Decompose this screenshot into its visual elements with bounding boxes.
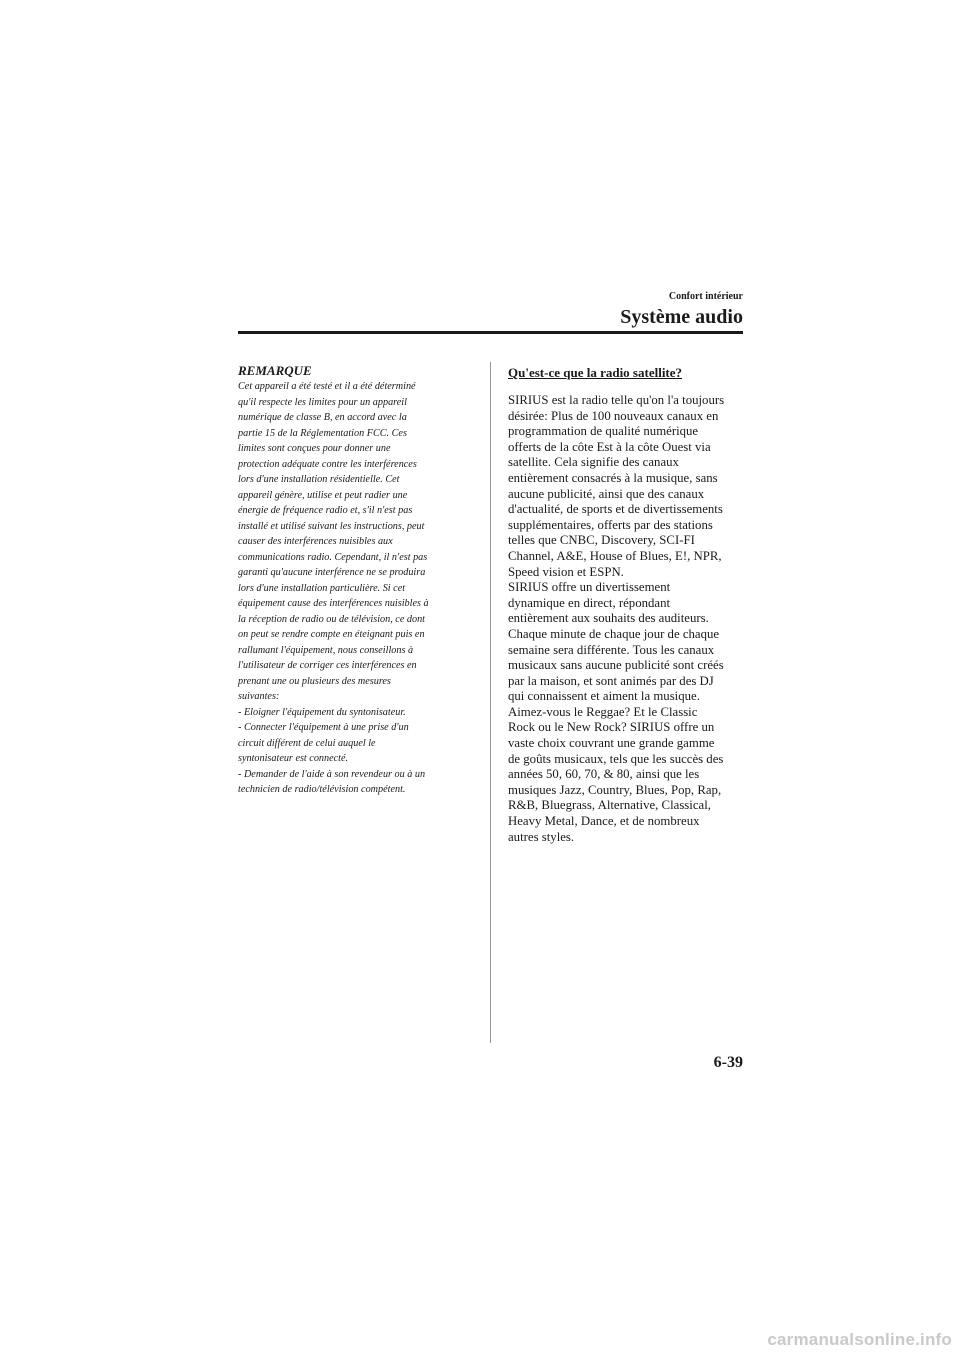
note-line: - Demander de l'aide à son revendeur ou à un [238, 768, 426, 780]
note-line: causer des interférences nuisibles aux [238, 536, 393, 547]
body-line: Speed vision et ESPN. [508, 564, 624, 579]
note-body [238, 379, 478, 798]
body-line: années 50, 60, 70, & 80, ainsi que les [508, 767, 700, 782]
note-line: limites sont conçues pour donner une [238, 443, 391, 454]
note-line: rallumant l'équipement, nous conseillons à [238, 644, 414, 656]
body-line: telles que CNBC, Discovery, SCI-FI [508, 533, 695, 548]
note-line: - Connecter l'équipement à une prise d'un [238, 722, 409, 733]
page-number: 6-39 [713, 1054, 743, 1071]
note-line: syntonisateur est connecté. [238, 753, 349, 764]
note-line: partie 15 de la Réglementation FCC. Ces [238, 427, 407, 439]
note-line: lors d'une installation particulière. Si cet [238, 582, 406, 594]
note-line: lors d'une installation résidentielle. Cet [238, 474, 400, 485]
body-line: musicaux sans aucune publicité sont créés [508, 658, 724, 673]
body-line: d'actualité, de sports et de divertissements [508, 502, 723, 517]
body-line: vaste choix couvrant une grande gamme [508, 736, 715, 751]
note-block [238, 363, 478, 798]
body-line: offerts de la côte Est à la côte Ouest via [508, 439, 711, 454]
note-line: qu'il respecte les limites pour un appareil [238, 396, 407, 408]
body-line: qui connaissent et aiment la musique. [508, 689, 700, 704]
note-line: protection adéquate contre les interférences [238, 458, 417, 470]
note-line: énergie de fréquence radio et, s'il n'est pas [238, 505, 413, 516]
note-line: Cet appareil a été testé et il a été déterminé [238, 381, 416, 392]
note-line: prenant une ou plusieurs des mesures [238, 675, 391, 687]
body-line: semaine sera différente. Tous les canaux [508, 642, 715, 657]
body-line: par la maison, et sont animés par des DJ [508, 673, 714, 688]
body-line: aucune publicité, ainsi que des canaux [508, 486, 705, 501]
body-line: programmation de qualité numérique [508, 424, 699, 439]
body-line: Chaque minute de chaque jour de chaque [508, 626, 720, 641]
section-label: Confort intérieur [668, 291, 743, 302]
body-line: Channel, A&E, House of Blues, E!, NPR, [508, 548, 722, 563]
note-line: circuit différent de celui auquel le [238, 737, 376, 749]
body-line: SIRIUS offre un divertissement [508, 580, 671, 595]
column-divider [490, 362, 491, 1043]
body-line: dynamique en direct, répondant [508, 595, 671, 610]
note-title: REMARQUE [238, 363, 312, 378]
note-line: installé et utilisé suivant les instructions, peut [238, 520, 425, 532]
section-heading: Qu'est-ce que la radio satellite? [508, 365, 683, 380]
body-line: entièrement aux souhaits des auditeurs. [508, 611, 709, 626]
body-line: supplémentaires, offerts par des stations [508, 517, 713, 532]
note-line: on peut se rendre compte en éteignant puis en [238, 629, 425, 640]
body-line: désirée: Plus de 100 nouveaux canaux en [508, 408, 719, 423]
body-line: musiques Jazz, Country, Blues, Pop, Rap, [508, 782, 722, 797]
body-line: Rock ou le New Rock? SIRIUS offre un [508, 720, 715, 735]
body-line: entièrement consacrés à la musique, sans [508, 470, 718, 485]
body-line: Heavy Metal, Dance, et de nombreux [508, 814, 700, 829]
satellite-radio-section [508, 365, 748, 845]
note-line: équipement cause des interférences nuisibles à [238, 598, 429, 609]
note-line: garanti qu'aucune interférence ne se produira [238, 567, 426, 578]
body-line: autres styles. [508, 829, 575, 844]
body-line: Aimez-vous le Reggae? Et le Classic [508, 704, 698, 719]
note-line: la réception de radio ou de télévision, ce dont [238, 613, 426, 625]
note-line: communications radio. Cependant, il n'est pas [238, 551, 428, 563]
body-line: de goûts musicaux, tels que les succès des [508, 751, 724, 766]
note-line: l'utilisateur de corriger ces interférences en [238, 660, 417, 671]
body-line: satellite. Cela signifie des canaux [508, 455, 679, 470]
note-line: appareil génère, utilise et peut radier une [238, 489, 408, 501]
note-line: numérique de classe B, en accord avec la [238, 412, 407, 423]
body-line: SIRIUS est la radio telle qu'on l'a toujours [508, 393, 725, 407]
page-header [238, 291, 743, 329]
note-line: - Eloigner l'équipement du syntonisateur. [238, 706, 406, 718]
site-watermark[interactable]: carmanualsonline.info [767, 1330, 952, 1349]
body-line: R&B, Bluegrass, Alternative, Classical, [508, 798, 711, 813]
chapter-title: Système audio [620, 306, 743, 328]
note-line: suivantes: [238, 691, 280, 702]
section-body [508, 393, 748, 845]
header-rule [238, 331, 743, 334]
note-line: technicien de radio/télévision compétent. [238, 784, 406, 795]
